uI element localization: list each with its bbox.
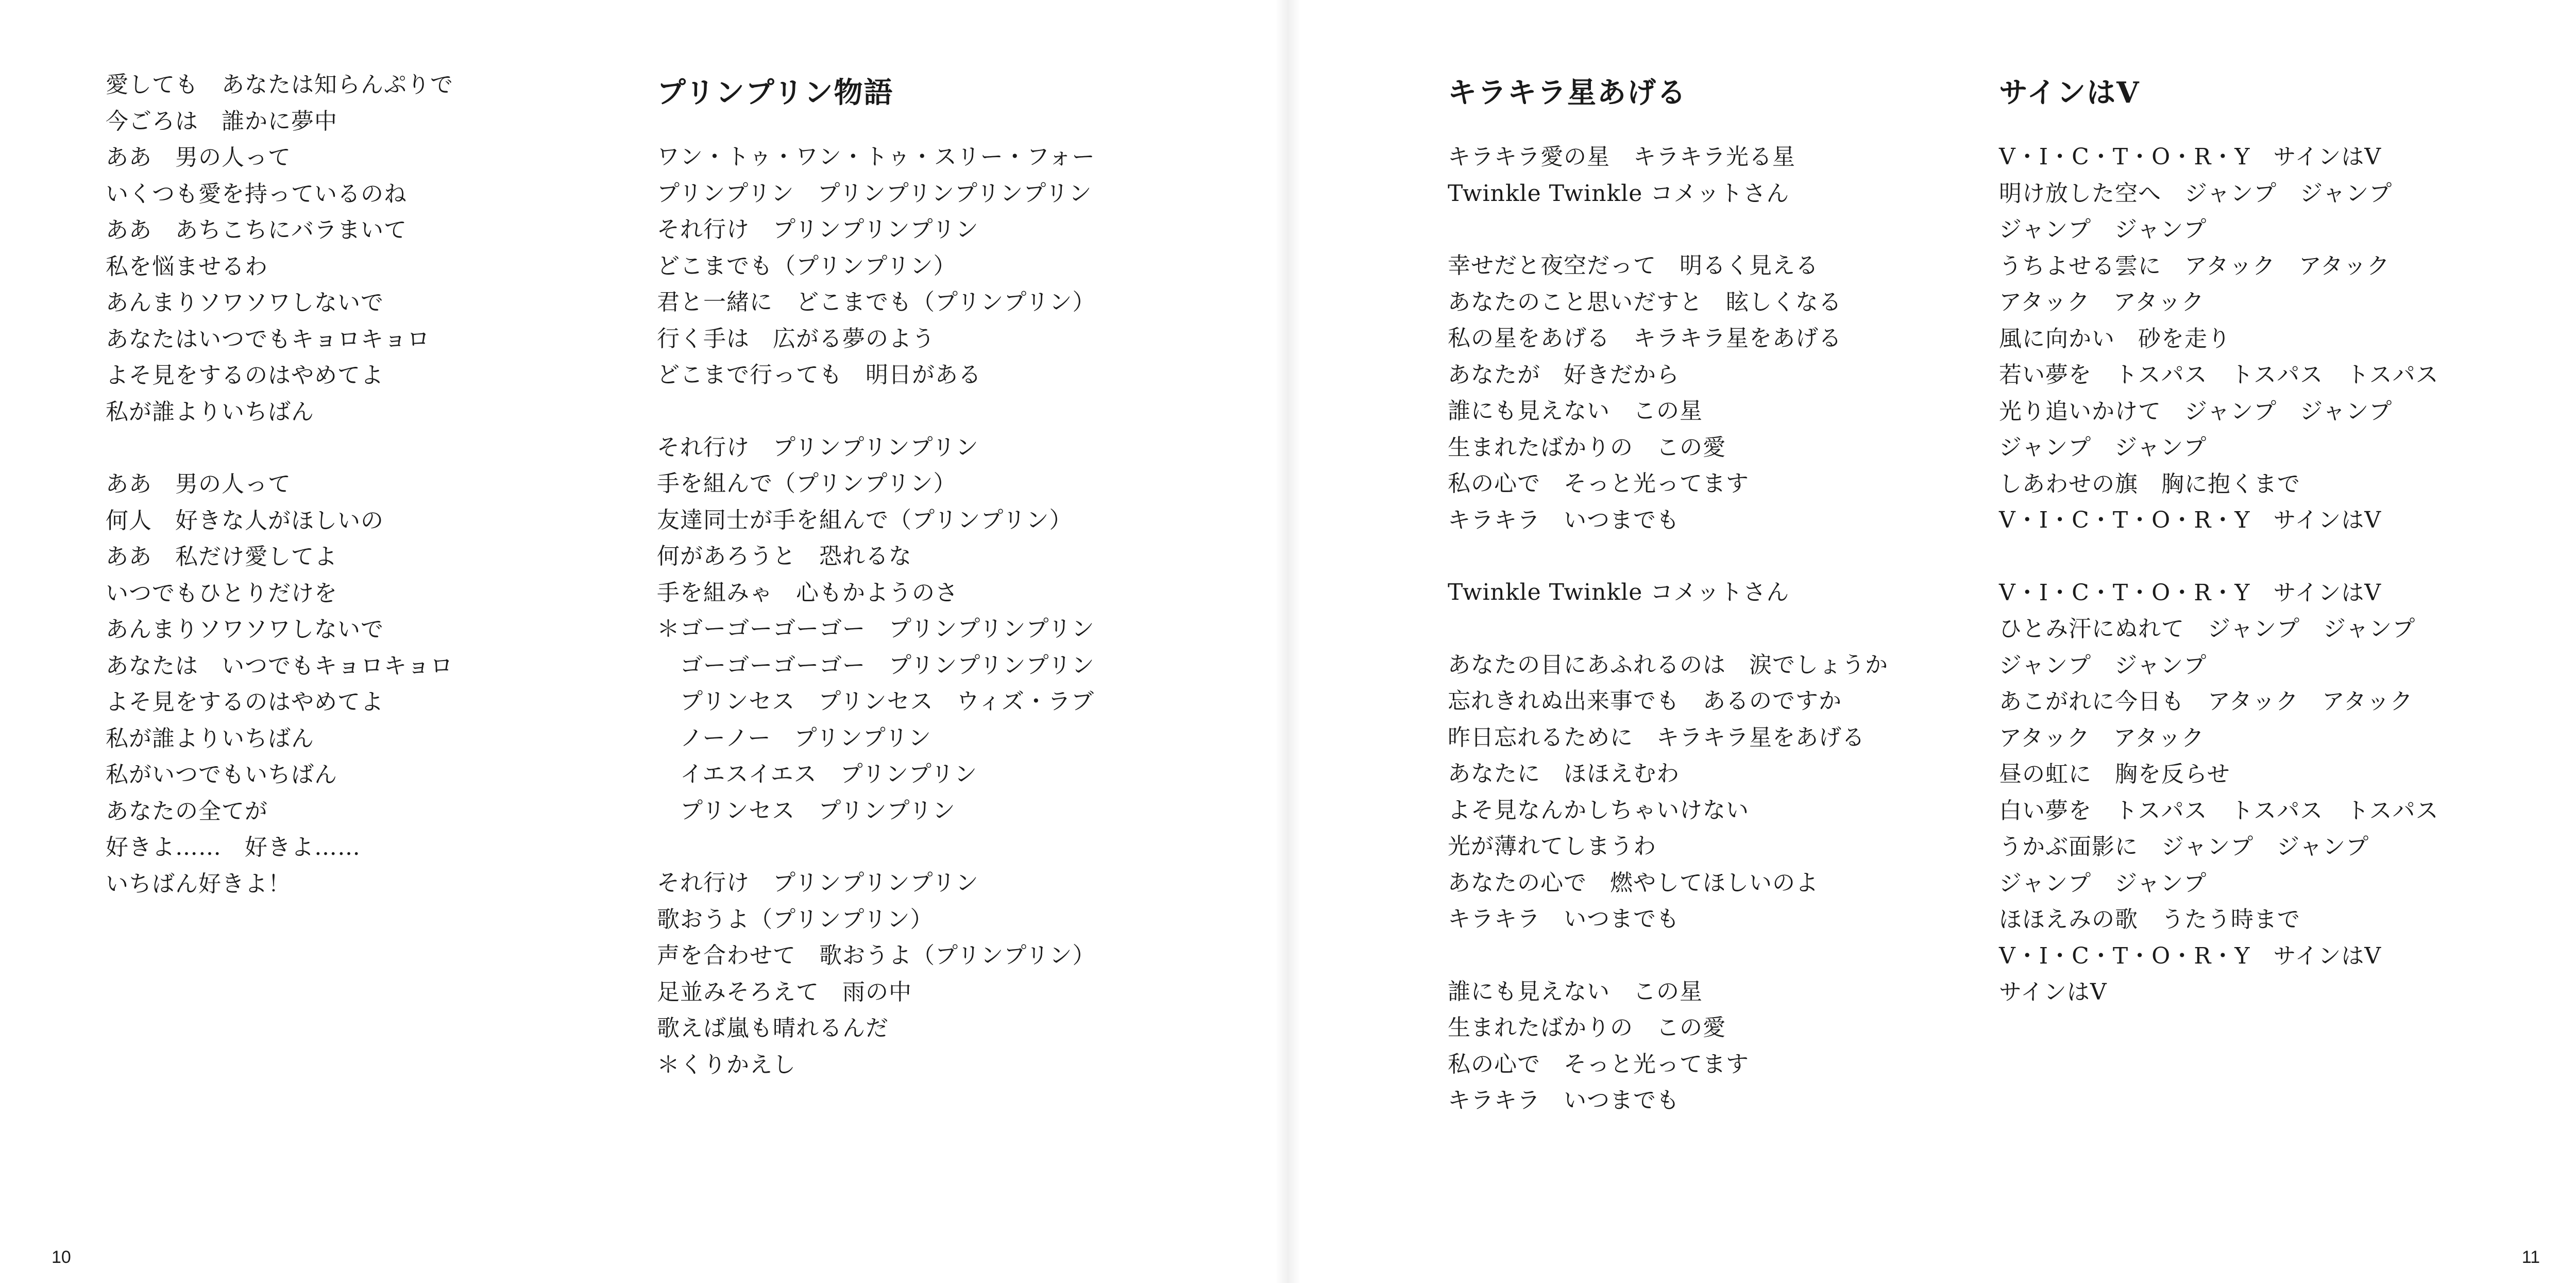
lyric-line: 昨日忘れるために キラキラ星をあげる <box>1448 724 1865 751</box>
lyric-line: あなたに ほほえむわ <box>1448 761 1680 787</box>
lyric-line: あなたの全てが <box>106 798 268 824</box>
lyric-line: 好きよ…… 好きよ…… <box>106 834 361 860</box>
lyric-line: 光り追いかけて ジャンプ ジャンプ <box>1999 398 2393 425</box>
lyric-line: 足並みそろえて 雨の中 <box>657 978 912 1005</box>
song-title: サインはV <box>1999 76 2140 110</box>
lyrics-stanza <box>1448 974 1963 1119</box>
lyric-line: ひとみ汗にぬれて ジャンプ ジャンプ <box>1999 616 2416 642</box>
page-number-left: 10 <box>52 1247 71 1267</box>
lyric-line: ああ 男の人って <box>106 144 291 171</box>
lyric-line: 若い夢を トスパス トスパス トスパス <box>1999 362 2439 388</box>
lyric-line: それ行け プリンプリンプリン <box>657 216 979 243</box>
lyric-line: あこがれに今日も アタック アタック <box>1999 688 2413 715</box>
lyric-line: 私の心で そっと光ってます <box>1448 1051 1749 1077</box>
lyric-line: ＊ゴーゴーゴーゴー プリンプリンプリン <box>657 616 1095 642</box>
song-title: プリンプリン物語 <box>657 76 894 110</box>
lyric-line: ノーノー プリンプリン <box>680 724 931 751</box>
lyric-line: あなたのこと思いだすと 眩しくなる <box>1448 289 1842 315</box>
lyric-line: 手を組んで（プリンプリン） <box>657 470 957 497</box>
lyric-line: あなたが 好きだから <box>1448 361 1680 388</box>
lyric-line: 手を組みゃ 心もかようのさ <box>657 579 958 606</box>
lyric-line: それ行け プリンプリンプリン <box>657 434 979 461</box>
lyrics-stanza <box>657 865 1224 1083</box>
lyric-line: ほほえみの歌 うたう時まで <box>1999 906 2300 933</box>
lyric-line: アタック アタック <box>1999 724 2205 751</box>
lyric-line: 私の星をあげる キラキラ星をあげる <box>1448 325 1842 351</box>
lyric-line: サインはV <box>1999 979 2107 1005</box>
lyric-line: V・I・C・T・O・R・Y サインはV <box>1999 942 2382 969</box>
lyric-line: ＊くりかえし <box>657 1051 796 1078</box>
lyric-line: 昼の虹に 胸を反らせ <box>1999 761 2230 787</box>
lyric-line: あなたの心で 燃やしてほしいのよ <box>1448 869 1819 896</box>
lyrics-stanza <box>106 67 569 430</box>
lyric-line: よそ見をするのはやめてよ <box>106 362 384 389</box>
lyric-line: キラキラ いつまでも <box>1448 507 1680 533</box>
lyric-line: 誰にも見えない この星 <box>1448 978 1703 1005</box>
lyrics-stanza <box>106 466 569 902</box>
lyric-line: 幸せだと夜空だって 明るく見える <box>1448 252 1819 279</box>
lyric-line: 生まれたばかりの この愛 <box>1448 1015 1726 1041</box>
lyric-line: 私が誰よりいちばん <box>106 725 314 752</box>
lyric-line: 何があろうと 恐れるな <box>657 543 912 569</box>
lyric-line: うちよせる雲に アタック アタック <box>1999 252 2390 279</box>
lyrics-column-3 <box>1448 67 1963 1155</box>
lyric-line: 私が誰よりいちばん <box>106 398 314 425</box>
lyrics-stanza <box>657 430 1224 830</box>
lyric-line: 歌えば嵐も晴れるんだ <box>657 1015 889 1041</box>
lyric-line: プリンセス プリンセス ウィズ・ラブ <box>680 688 1094 715</box>
lyric-line: 友達同士が手を組んで（プリンプリン） <box>657 507 1073 533</box>
lyric-line: どこまでも（プリンプリン） <box>657 252 957 279</box>
lyric-line: キラキラ愛の星 キラキラ光る星 <box>1448 144 1795 170</box>
lyric-line: ジャンプ ジャンプ <box>1999 216 2207 243</box>
lyric-line: 愛しても あなたは知らんぷりで <box>106 72 453 98</box>
lyric-line: Twinkle Twinkle コメットさん <box>1448 579 1790 605</box>
lyric-line: 風に向かい 砂を走り <box>1999 325 2231 352</box>
lyric-line: V・I・C・T・O・R・Y サインはV <box>1999 507 2382 533</box>
lyrics-column-1 <box>106 67 569 938</box>
lyric-line: 生まれたばかりの この愛 <box>1448 434 1726 461</box>
lyric-line: Twinkle Twinkle コメットさん <box>1448 180 1790 207</box>
page-number-right: 11 <box>2521 1247 2540 1267</box>
lyric-line: 私を悩ませるわ <box>106 253 268 280</box>
lyric-line: プリンセス プリンプリン <box>680 797 956 824</box>
lyric-line: よそ見なんかしちゃいけない <box>1448 797 1749 823</box>
lyric-line: ああ あちこちにバラまいて <box>106 217 407 243</box>
lyric-line: あなたは いつでもキョロキョロ <box>106 652 453 679</box>
lyrics-stanza <box>657 139 1224 394</box>
lyric-line: アタック アタック <box>1999 289 2205 315</box>
lyrics-stanza <box>1448 647 1963 938</box>
lyric-line: 何人 好きな人がほしいの <box>106 507 384 534</box>
lyric-line: しあわせの旗 胸に抱くまで <box>1999 470 2300 497</box>
lyric-line: いくつも愛を持っているのね <box>106 180 407 207</box>
lyric-line: 私の心で そっと光ってます <box>1448 470 1749 497</box>
lyric-line: うかぶ面影に ジャンプ ジャンプ <box>1999 834 2369 860</box>
lyrics-stanza <box>1448 248 1963 538</box>
lyric-line: イエスイエス プリンプリン <box>680 761 978 787</box>
lyric-line: いちばん好きよ！ <box>106 870 291 897</box>
lyric-line: よそ見をするのはやめてよ <box>106 689 384 715</box>
lyrics-stanza <box>1448 139 1963 212</box>
lyric-line: いつでもひとりだけを <box>106 580 337 606</box>
lyric-line: 忘れきれぬ出来事でも あるのですか <box>1448 688 1842 714</box>
lyrics-column-2 <box>657 67 1224 1119</box>
lyric-line: 声を合わせて 歌おうよ（プリンプリン） <box>657 942 1096 969</box>
lyric-line: プリンプリン プリンプリンプリンプリン <box>657 180 1092 207</box>
lyrics-stanza <box>1448 575 1963 611</box>
lyric-line: V・I・C・T・O・R・Y サインはV <box>1999 579 2382 606</box>
lyric-line: どこまで行っても 明日がある <box>657 362 981 388</box>
lyric-line: 光が薄れてしまうわ <box>1448 833 1656 859</box>
lyric-line: ああ 私だけ愛してよ <box>106 544 337 570</box>
lyric-line: 誰にも見えない この星 <box>1448 398 1703 424</box>
lyric-line: あなたの目にあふれるのは 涙でしょうか <box>1448 651 1888 678</box>
lyric-line: V・I・C・T・O・R・Y サインはV <box>1999 144 2382 170</box>
lyric-line: ジャンプ ジャンプ <box>1999 434 2207 461</box>
lyric-line: 君と一緒に どこまでも（プリンプリン） <box>657 289 1096 315</box>
lyric-line: 行く手は 広がる夢のよう <box>657 325 935 352</box>
lyric-line: キラキラ いつまでも <box>1448 1087 1680 1113</box>
lyrics-stanza <box>1999 139 2540 539</box>
lyric-line: キラキラ いつまでも <box>1448 906 1680 932</box>
lyric-line: ジャンプ ジャンプ <box>1999 870 2207 897</box>
lyrics-stanza <box>1999 575 2540 1011</box>
lyric-line: それ行け プリンプリンプリン <box>657 870 979 896</box>
lyric-line: あんまりソワソワしないで <box>106 616 384 643</box>
lyrics-column-4 <box>1999 67 2540 1047</box>
lyric-line: 私がいつでもいちばん <box>106 762 337 788</box>
song-title: キラキラ星あげる <box>1448 76 1687 110</box>
lyric-line: 明け放した空へ ジャンプ ジャンプ <box>1999 180 2393 207</box>
lyric-line: 歌おうよ（プリンプリン） <box>657 906 934 933</box>
lyric-line: ゴーゴーゴーゴー プリンプリンプリン <box>680 652 1095 679</box>
lyric-line: ああ 男の人って <box>106 471 291 497</box>
lyric-line: ワン・トゥ・ワン・トゥ・スリー・フォー <box>657 144 1095 170</box>
lyric-line: あんまりソワソワしないで <box>106 290 384 316</box>
lyric-line: 今ごろは 誰かに夢中 <box>106 108 337 134</box>
lyric-line: ジャンプ ジャンプ <box>1999 652 2207 679</box>
lyric-line: 白い夢を トスパス トスパス トスパス <box>1999 797 2439 824</box>
lyric-line: あなたはいつでもキョロキョロ <box>106 326 430 352</box>
